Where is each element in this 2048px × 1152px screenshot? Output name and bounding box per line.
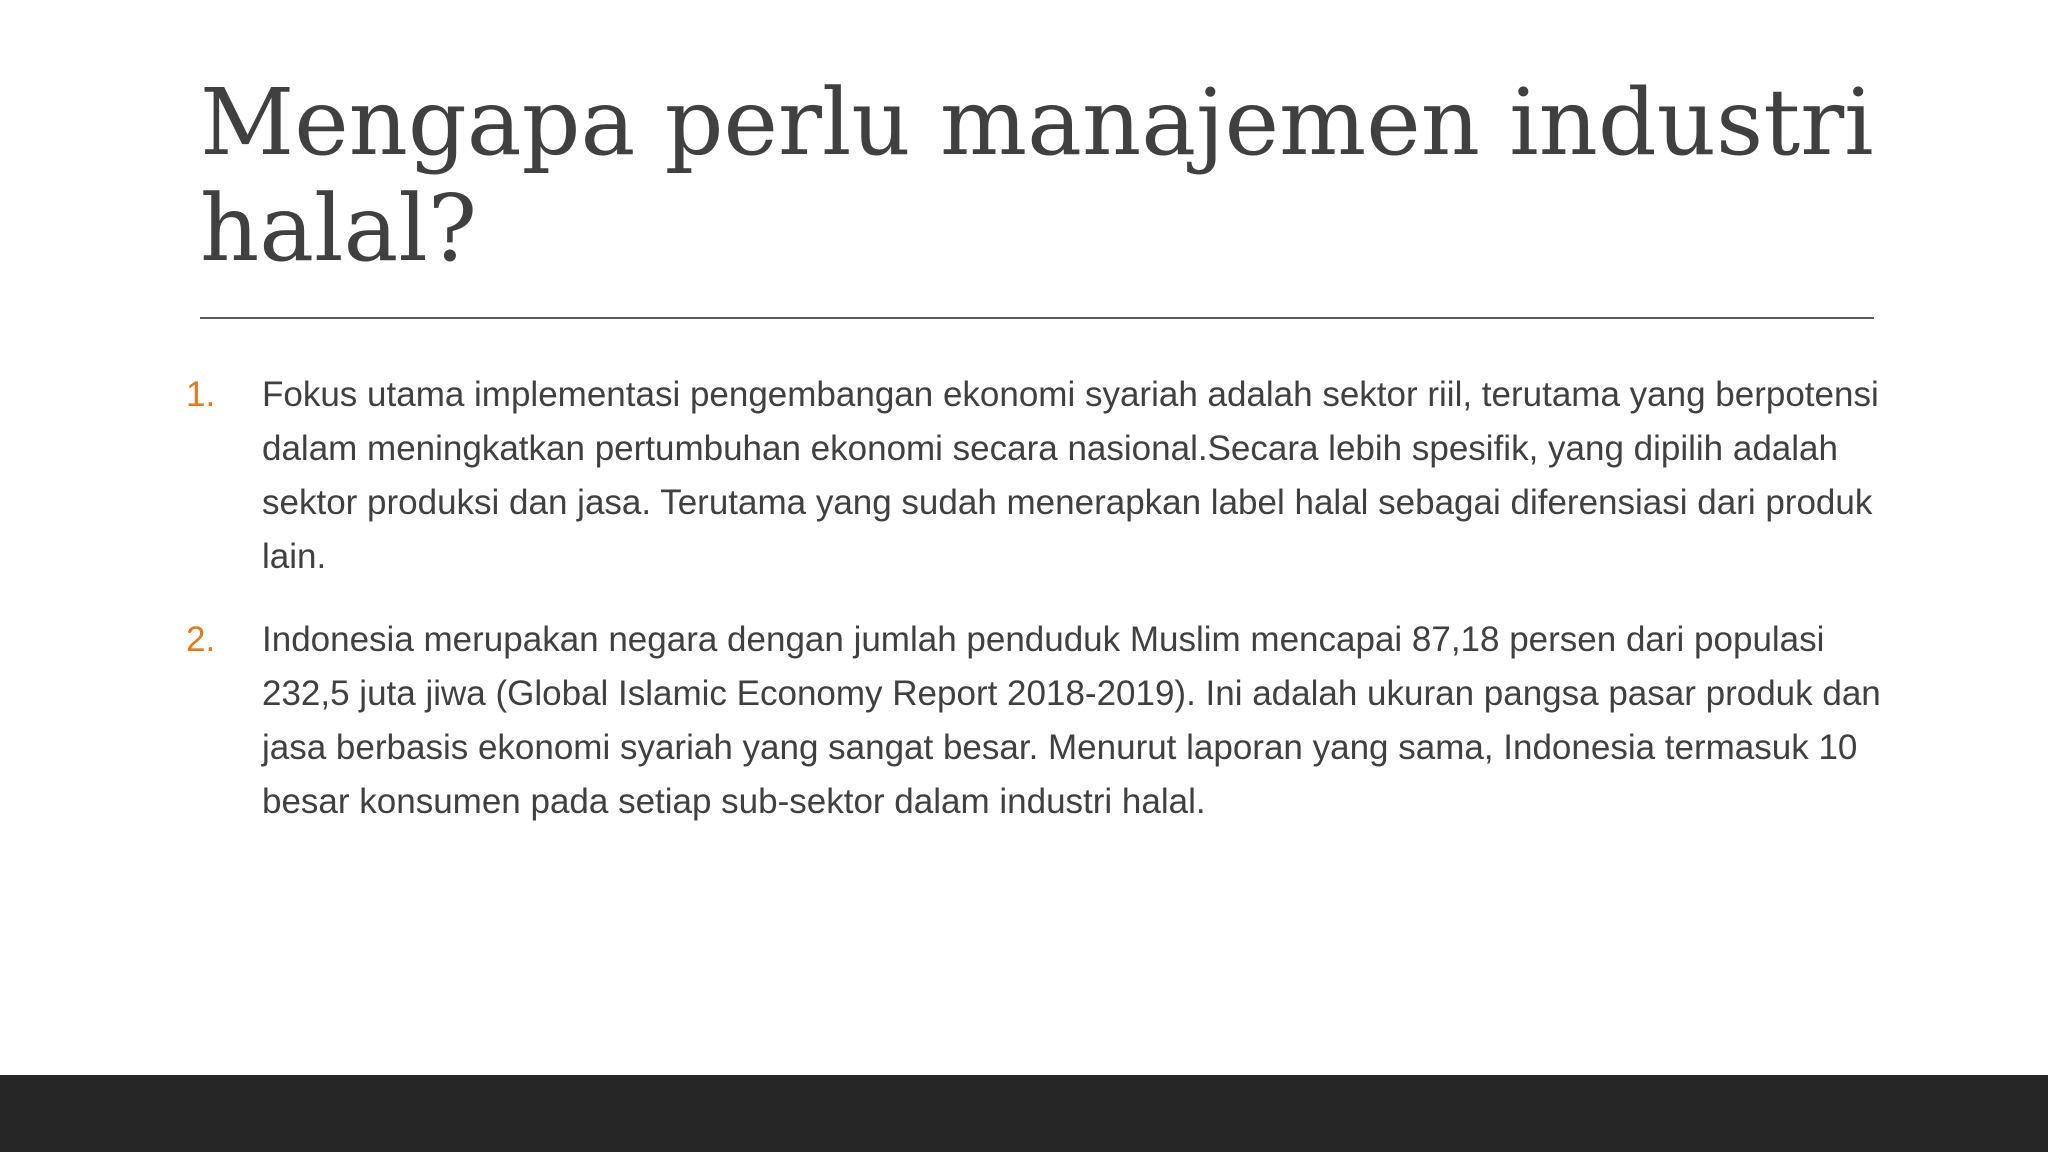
footer-bar [0,1075,2048,1152]
list-item-number: 2. [186,620,216,659]
list-item-number: 1. [186,375,216,414]
list-item-text: Fokus utama implementasi pengembangan ekonomi syariah adalah sektor riil, terutama yang berpotensi dalam meningkatkan pertumbuhan ekonomi secara nasional.Secara lebih spesifik, yang dipilih adalah sektor produksi dan jasa. Terutama yang sudah menerapkan label halal sebagai diferensiasi dari produk lain. [262,375,1879,576]
list-item [186,368,1886,584]
numbered-list [186,368,1886,858]
list-item-text: Indonesia merupakan negara dengan jumlah penduduk Muslim mencapai 87,18 persen dari populasi 232,5 juta jiwa (Global Islamic Economy Report 2018-2019). Ini adalah ukuran pangsa pasar produk dan jasa berbasis ekonomi syariah yang sangat besar. Menurut laporan yang sama, Indonesia termasuk 10 besar konsumen pada setiap sub-sektor dalam industri halal. [262,620,1881,821]
title-divider [200,317,1874,319]
list-item [186,613,1886,829]
slide-title: Mengapa perlu manajemen industri halal? [200,69,1874,282]
